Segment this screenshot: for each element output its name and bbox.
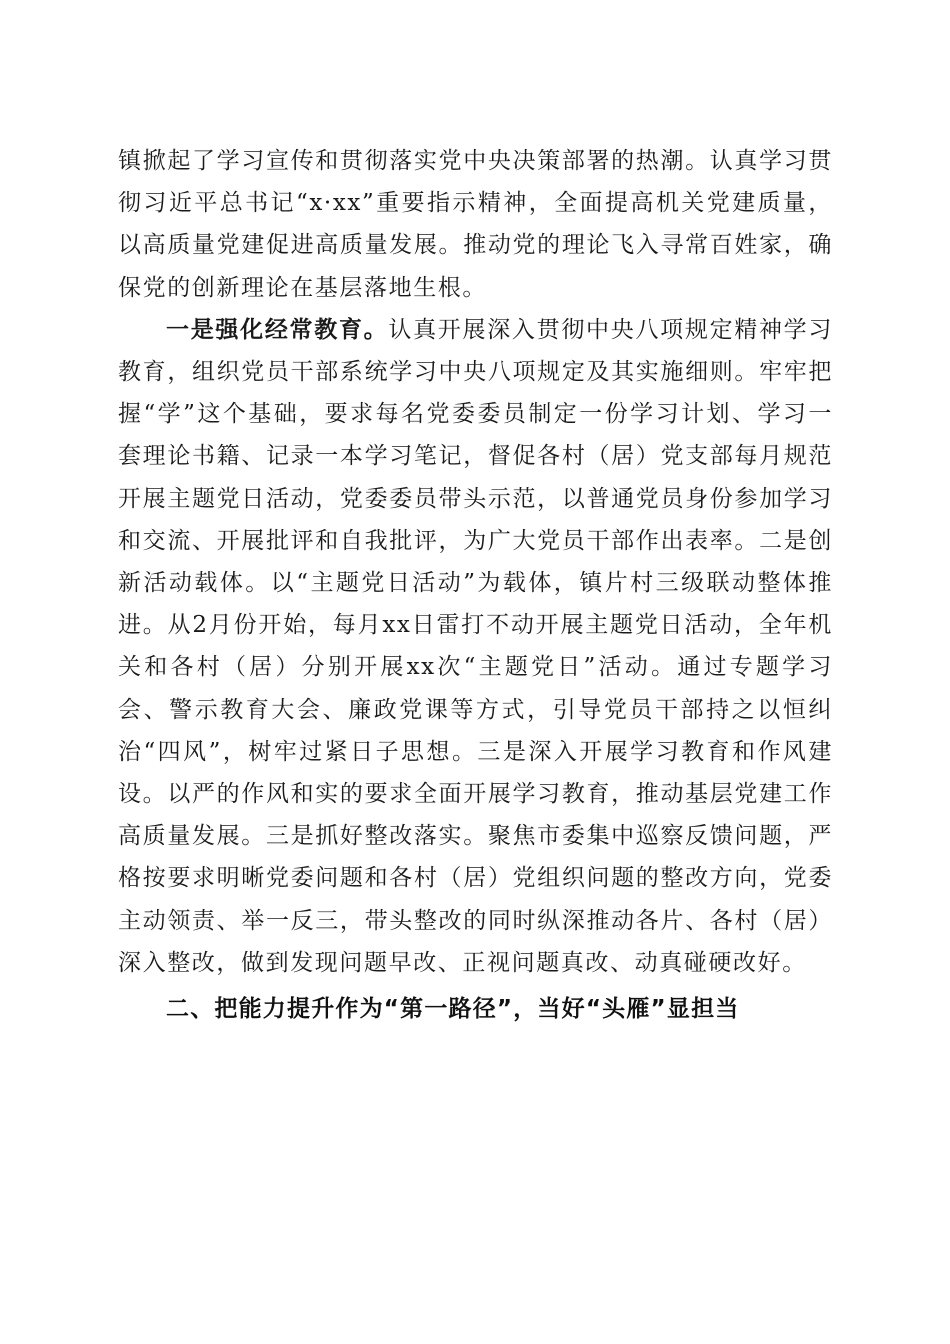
section-heading: 二、把能力提升作为“第一路径”，当好“头雁”显担当 bbox=[166, 996, 740, 1023]
document-body bbox=[118, 140, 833, 1032]
paragraph-lead-phrase: 一是强化经常教育。 bbox=[166, 315, 389, 343]
paragraph-education bbox=[118, 309, 833, 984]
paragraph-continuation: 镇掀起了学习宣传和贯彻落实党中央决策部署的热潮。认真学习贯彻习近平总书记“x·xx”重要指示精神，全面提高机关党建质量，以高质量党建促进高质量发展。推动党的理论飞入寻常百姓家，确保党的创新理论在基层落地生根。 bbox=[118, 148, 833, 301]
paragraph-body-text: 认真开展深入贯彻中央八项规定精神学习教育，组织党员干部系统学习中央八项规定及其实施细则。牢牢把握“学”这个基础，要求每名党委委员制定一份学习计划、学习一套理论书籍、记录一本学习笔记，督促各村（居）党支部每月规范开展主题党日活动，党委委员带头示范，以普通党员身份参加学习和交流、开展批评和自我批评，为广大党员干部作出表率。二是创新活动载体。以“主题党日活动”为载体，镇片村三级联动整体推进。从2月份开始，每月xx日雷打不动开展主题党日活动，全年机关和各村（居）分别开展xx次“主题党日”活动。通过专题学习会、警示教育大会、廉政党课等方式，引导党员干部持之以恒纠治“四风”，树牢过紧日子思想。三是深入开展学习教育和作风建设。以严的作风和实的要求全面开展学习教育，推动基层党建工作高质量发展。三是抓好整改落实。聚焦市委集中巡察反馈问题，严格按要求明晰党委问题和各村（居）党组织问题的整改方向，党委主动领责、举一反三，带头整改的同时纵深推动各片、各村（居）深入整改，做到发现问题早改、正视问题真改、动真碰硬改好。 bbox=[118, 316, 833, 976]
